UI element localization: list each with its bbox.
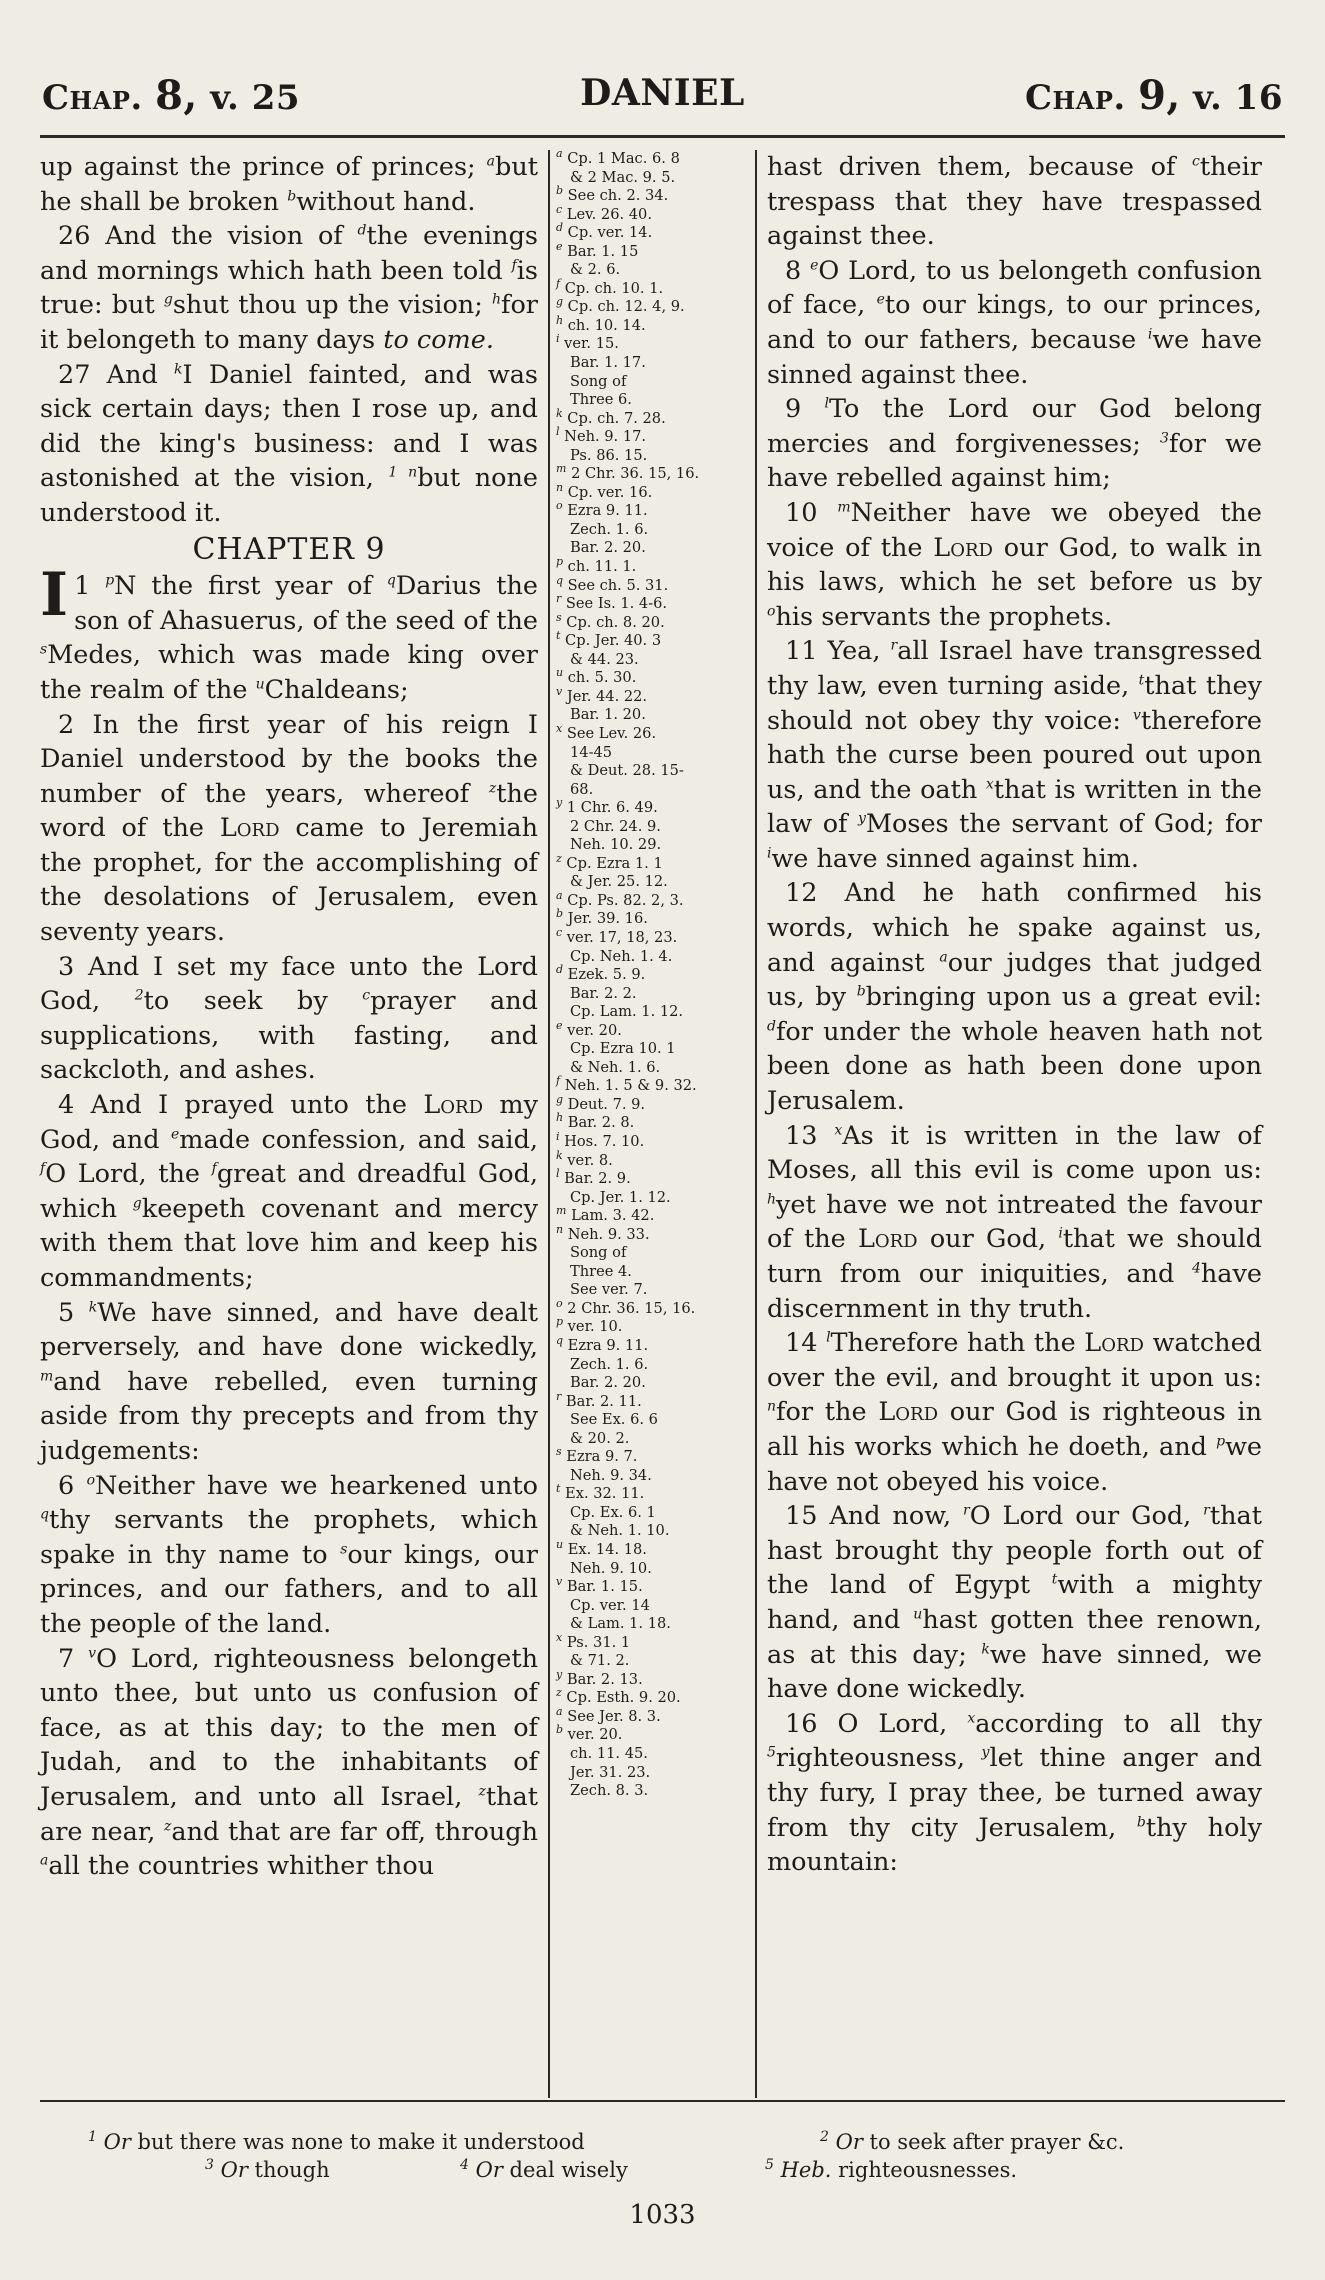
cross-reference-line: & Lam. 1. 18. — [570, 1615, 671, 1633]
running-head-left: Chap. 8, v. 25 — [42, 72, 301, 119]
cross-reference-line: $^q$ See ch. 5. 31. — [556, 573, 669, 594]
cross-reference-line: $^z$ Cp. Ezra 1. 1 — [556, 851, 663, 872]
cross-reference-line: Neh. 10. 29. — [570, 836, 662, 854]
cross-reference-line: Cp. Ezra 10. 1 — [570, 1040, 676, 1058]
cross-reference-line: $^m$ 2 Chr. 36. 15, 16. — [556, 462, 700, 483]
footnote-1: $^1$ Or but there was none to make it understood — [88, 2129, 585, 2154]
cross-reference-line: $^x$ Ps. 31. 1 — [556, 1630, 631, 1651]
cross-reference-line: Cp. ver. 14 — [570, 1596, 650, 1614]
cross-reference-line: & 2. 6. — [570, 261, 621, 279]
column-rule-left — [548, 150, 550, 2098]
cross-reference-line: Jer. 31. 23. — [570, 1763, 651, 1781]
running-head-right: Chap. 9, v. 16 — [1024, 72, 1283, 119]
cross-reference-line: $^a$ See Jer. 8. 3. — [556, 1705, 661, 1725]
cross-reference-line: $^i$ Hos. 7. 10. — [556, 1130, 645, 1150]
cross-reference-line: Bar. 1. 17. — [570, 354, 646, 372]
cross-reference-line: $^y$ Bar. 2. 13. — [556, 1667, 643, 1688]
cross-reference-line: $^k$ Cp. ch. 7. 28. — [556, 406, 666, 427]
cross-reference-line: $^v$ Bar. 1. 15. — [556, 1575, 643, 1596]
cross-reference-line: $^t$ Cp. Jer. 40. 3 — [556, 629, 662, 650]
book-title: DANIEL — [580, 72, 745, 114]
verse-9-10: 10 $^m$Neither have we obeyed the voice of the Lord our God, to walk in his laws, which he set before us by $^o$his servants the prophets. — [767, 497, 1262, 632]
footnote-5: $^5$ Heb. righteousnesses. — [765, 2157, 1018, 2182]
cross-reference-line: Cp. Lam. 1. 12. — [570, 1003, 684, 1021]
verse-8-27: 27 And $^k$I Daniel fainted, and was sick certain days; then I rose up, and did the king's business: and I was astonished at the vision, $^{1 n}$but none understood it. — [40, 359, 538, 528]
verse-9-4: 4 And I prayed unto the Lord my God, and $^e$made confession, and said, $^f$O Lord, the $^f$great and dreadful God, which $^g$keepeth covenant and mercy with them that love him and keep his commandments; — [40, 1090, 539, 1293]
cross-reference-line: $^c$ Lev. 26. 40. — [556, 202, 652, 223]
cross-reference-line: $^o$ Ezra 9. 11. — [556, 499, 648, 520]
cross-reference-line: Song of — [570, 1244, 627, 1262]
cross-reference-line: $^m$ Lam. 3. 42. — [556, 1204, 655, 1225]
cross-reference-line: Neh. 9. 34. — [570, 1466, 652, 1484]
cross-reference-line: $^o$ 2 Chr. 36. 15, 16. — [556, 1297, 696, 1317]
cross-reference-line: $^a$ Cp. Ps. 82. 2, 3. — [556, 889, 684, 909]
cross-reference-line: $^g$ Cp. ch. 12. 4, 9. — [556, 295, 685, 316]
verse-9-15: 15 And now, $^r$O Lord our God, $^r$that hast brought thy people forth out of the land of Egypt $^t$with a mighty hand, and $^u$hast gotten thee renown, as at this day; $^k$we have sinned, we have done wickedly. — [767, 1501, 1262, 1705]
cross-reference-line: $^e$ Bar. 1. 15 — [556, 239, 639, 260]
verse-9-8: 8 $^e$O Lord, to us belongeth confusion of face, $^e$to our kings, to our princes, and to our fathers, because $^i$we have sinned against thee. — [767, 255, 1262, 390]
cross-reference-line: $^g$ Deut. 7. 9. — [556, 1093, 646, 1113]
cross-reference-line: $^l$ Bar. 2. 9. — [556, 1167, 631, 1188]
cross-reference-line: & 20. 2. — [570, 1429, 630, 1447]
cross-reference-line: $^p$ ch. 11. 1. — [556, 555, 637, 576]
verse-9-2: 2 In the first year of his reign I Daniel understood by the books the number of the years, whereof $^z$the word of the Lord came to Jeremiah the prophet, for the accomplishing of the desolations of Jerusalem, even seventy years. — [40, 709, 539, 948]
verse-9-3: 3 And I set my face unto the Lord God, $^2$to seek by $^c$prayer and supplications, with fasting, and sackcloth, and ashes. — [40, 951, 538, 1086]
cross-reference-line: Cp. Ex. 6. 1 — [570, 1503, 656, 1521]
cross-reference-line: Zech. 1. 6. — [570, 520, 649, 538]
cross-reference-line: $^b$ ver. 20. — [556, 1723, 623, 1744]
cross-reference-line: & Jer. 25. 12. — [570, 873, 668, 891]
chapter-heading: CHAPTER 9 — [192, 531, 386, 567]
cross-reference-line: Bar. 1. 20. — [570, 706, 646, 724]
cross-reference-line: $^a$ Cp. 1 Mac. 6. 8 — [556, 147, 680, 167]
cross-reference-line: & Neh. 1. 10. — [570, 1522, 670, 1540]
cross-reference-line: $^q$ Ezra 9. 11. — [556, 1334, 649, 1354]
cross-reference-line: $^u$ ch. 5. 30. — [556, 666, 637, 687]
cross-reference-line: $^f$ Cp. ch. 10. 1. — [556, 276, 664, 297]
cross-reference-line: $^n$ Cp. ver. 16. — [556, 480, 653, 501]
cross-reference-line: $^f$ Neh. 1. 5 & 9. 32. — [556, 1074, 697, 1095]
cross-reference-line: $^r$ Bar. 2. 11. — [556, 1389, 642, 1410]
cross-reference-line: & 2 Mac. 9. 5. — [570, 168, 676, 186]
cross-reference-line: $^v$ Jer. 44. 22. — [556, 685, 648, 705]
cross-reference-line: Neh. 9. 10. — [570, 1559, 652, 1577]
cross-reference-line: $^b$ See ch. 2. 34. — [556, 184, 669, 205]
cross-reference-line: Ps. 86. 15. — [570, 446, 648, 464]
cross-reference-line: Song of — [570, 372, 627, 390]
cross-reference-line: See Ex. 6. 6 — [570, 1411, 658, 1429]
cross-reference-line: Cp. Neh. 1. 4. — [570, 947, 673, 965]
verse-8-26: 26 And the vision of $^d$the evenings and mornings which hath been told $^f$is true: but $^g$shut thou up the vision; $^h$for it belongeth to many days to come. — [40, 221, 538, 355]
cross-reference-line: $^h$ ch. 10. 14. — [556, 314, 646, 334]
cross-reference-line: $^e$ ver. 20. — [556, 1018, 622, 1039]
cross-reference-line: Three 4. — [570, 1262, 632, 1280]
verse-9-14: 14 $^l$Therefore hath the Lord watched over the evil, and brought it upon us: $^n$for the Lord our God is righteous in all his works which he doeth, and $^p$we have not obeyed his voice. — [767, 1328, 1263, 1497]
cross-reference-line: 14-45 — [570, 743, 613, 761]
cross-reference-line: Zech. 1. 6. — [570, 1355, 649, 1373]
cross-reference-line: 68. — [570, 780, 594, 798]
footnote-4: $^4$ Or deal wisely — [460, 2157, 628, 2182]
left-text-column — [40, 150, 538, 1884]
verse-9-13: 13 $^x$As it is written in the law of Moses, all this evil is come upon us: $^h$yet have we not intreated the favour of the Lord our God, $^i$that we should turn from our iniquities, and $^4$have discernment in thy truth. — [767, 1120, 1263, 1324]
cross-reference-line: & 71. 2. — [570, 1652, 630, 1670]
cross-reference-line: & Deut. 28. 15- — [570, 762, 684, 780]
cross-reference-line: 2 Chr. 24. 9. — [570, 817, 661, 835]
verse-9-9: 9 $^l$To the Lord our God belong mercies and forgivenesses; $^3$for we have rebelled against him; — [767, 394, 1262, 494]
cross-reference-line: $^d$ Ezek. 5. 9. — [556, 963, 646, 984]
cross-reference-line: Bar. 2. 20. — [570, 539, 646, 557]
cross-reference-line: $^d$ Cp. ver. 14. — [556, 221, 653, 242]
verse-9-12: 12 And he hath confirmed his words, which he spake against us, and against $^a$our judges that judged us, by $^b$bringing upon us a great evil: $^d$for under the whole heaven hath not been done as hath been done upon Jerusalem. — [767, 878, 1262, 1117]
cross-reference-line: $^l$ Neh. 9. 17. — [556, 425, 647, 446]
verse-9-11: 11 Yea, $^r$all Israel have transgressed thy law, even turning aside, $^t$that they should not obey thy voice: $^v$therefore hath the curse been poured out upon us, and the oath $^x$that is written in the law of $^y$Moses the servant of God; for $^i$we have sinned against him. — [767, 636, 1262, 874]
cross-reference-line: $^y$ 1 Chr. 6. 49. — [556, 796, 658, 817]
cross-reference-column — [556, 147, 752, 1801]
cross-reference-line: $^u$ Ex. 14. 18. — [556, 1538, 647, 1559]
page-number: 1033 — [629, 2200, 696, 2230]
verse-8-25-cont: up against the prince of princes; $^a$but he shall be broken $^b$without hand. — [40, 152, 538, 217]
verse-9-5: 5 $^k$We have sinned, and have dealt perversely, and have done wickedly, $^m$and have rebelled, even turning aside from thy precepts and from thy judgements: — [40, 1297, 538, 1466]
verse-9-7: 7 $^v$O Lord, righteousness belongeth unto thee, but unto us confusion of face, as at this day; to the men of Judah, and to the inhabitants of Jerusalem, and unto all Israel, $^z$that are near, $^z$and that are far off, through $^a$all the countries whither thou — [40, 1643, 539, 1882]
cross-reference-line: & 44. 23. — [570, 650, 639, 668]
cross-reference-line: $^c$ ver. 17, 18, 23. — [556, 926, 678, 946]
cross-reference-line: $^s$ Cp. ch. 8. 20. — [556, 610, 665, 631]
cross-reference-line: $^z$ Cp. Esth. 9. 20. — [556, 1686, 681, 1707]
cross-reference-line: Three 6. — [570, 391, 632, 409]
cross-reference-line: $^x$ See Lev. 26. — [556, 722, 657, 742]
verse-9-6: 6 $^o$Neither have we hearkened unto $^q$thy servants the prophets, which spake in thy name to $^s$our kings, our princes, and our fathers, and to all the people of the land. — [40, 1470, 538, 1639]
cross-reference-line: $^i$ ver. 15. — [556, 332, 619, 353]
verse-9-1: 1 $^p$ I N the first year of $^q$Darius the son of Ahasuerus, of the seed of the $^s$Medes, which was made king over the realm of the $^u$Chaldeans; — [40, 560, 538, 705]
verse-9-16: 16 O Lord, $^x$according to all thy $^5$righteousness, $^y$let thine anger and thy fury, I pray thee, be turned away from thy city Jerusalem, $^b$thy holy mountain: — [767, 1708, 1262, 1878]
drop-cap: I — [40, 560, 69, 631]
cross-reference-line: $^t$ Ex. 32. 11. — [556, 1482, 645, 1503]
cross-reference-line: $^b$ Jer. 39. 16. — [556, 907, 648, 928]
verse-9-7-cont: hast driven them, because of $^c$their trespass that they have trespassed against thee. — [767, 152, 1262, 252]
cross-reference-line: $^n$ Neh. 9. 33. — [556, 1222, 650, 1243]
footnote-3: $^3$ Or though — [205, 2157, 330, 2182]
cross-reference-line: $^s$ Ezra 9. 7. — [556, 1445, 638, 1466]
cross-reference-line: $^p$ ver. 10. — [556, 1315, 623, 1336]
cross-reference-line: Zech. 8. 3. — [570, 1782, 649, 1800]
cross-reference-line: & Neh. 1. 6. — [570, 1058, 661, 1076]
cross-reference-line: ch. 11. 45. — [570, 1745, 648, 1763]
cross-reference-line: Cp. Jer. 1. 12. — [570, 1188, 671, 1206]
cross-reference-line: Bar. 2. 2. — [570, 984, 637, 1002]
header-rule — [40, 135, 1285, 138]
cross-reference-line: $^h$ Bar. 2. 8. — [556, 1111, 635, 1132]
cross-reference-line: $^r$ See Is. 1. 4-6. — [556, 592, 668, 613]
right-text-column — [767, 150, 1262, 1880]
footnote-rule — [40, 2100, 1285, 2102]
column-rule-right — [755, 150, 757, 2098]
cross-reference-line: $^k$ ver. 8. — [556, 1148, 613, 1169]
footnote-2: $^2$ Or to seek after prayer &c. — [820, 2129, 1125, 2154]
cross-reference-line: Bar. 2. 20. — [570, 1374, 646, 1392]
cross-reference-line: See ver. 7. — [570, 1281, 648, 1299]
